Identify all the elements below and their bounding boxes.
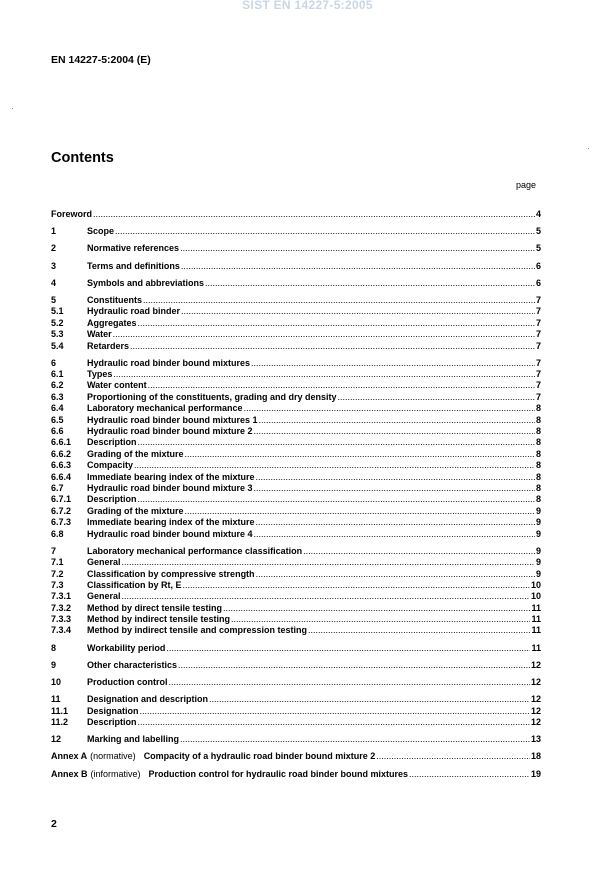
toc-entry-number: 11 — [51, 694, 61, 705]
toc-entry-title: Description — [87, 494, 137, 505]
toc-entry-title: Marking and labelling — [87, 734, 180, 745]
toc-entry-page: 7 — [535, 380, 541, 391]
toc-dot-leader — [138, 717, 530, 728]
toc-entry[interactable] — [51, 209, 541, 220]
toc-entry-title: Symbols and abbreviations — [87, 277, 205, 288]
toc-dot-leader — [376, 751, 530, 762]
toc-entry-title: Hydraulic road binder — [87, 306, 181, 317]
toc-entry[interactable] — [51, 426, 541, 437]
toc-entry[interactable] — [51, 415, 541, 426]
toc-entry[interactable] — [51, 677, 541, 688]
toc-entry-page: 7 — [535, 340, 541, 351]
toc-dot-leader — [185, 449, 535, 460]
toc-entry-number: 5.2 — [51, 317, 64, 328]
toc-entry[interactable] — [51, 472, 541, 483]
toc-entry-number: Foreword — [51, 209, 93, 219]
toc-dot-leader — [338, 392, 535, 403]
toc-entry[interactable] — [51, 306, 541, 317]
toc-entry-number: 11.1 — [51, 705, 69, 716]
toc-entry[interactable] — [51, 625, 541, 636]
page-column-label: page — [516, 180, 537, 190]
toc-entry[interactable] — [51, 557, 541, 568]
toc-entry-number: 12 — [51, 734, 62, 745]
toc-entry-page: 7 — [535, 294, 541, 305]
toc-dot-leader — [308, 625, 530, 636]
toc-entry-page: 11 — [531, 642, 541, 653]
toc-entry-number: 6 — [51, 357, 57, 368]
toc-dot-leader — [231, 614, 530, 625]
toc-entry-page: 13 — [530, 734, 541, 745]
toc-entry-page: 9 — [535, 528, 541, 539]
toc-entry-title: Other characteristics — [87, 659, 178, 670]
toc-entry-page: 5 — [535, 226, 541, 237]
toc-entry-number: 6.7 — [51, 482, 64, 493]
toc-entry-title: Compacity of a hydraulic road binder bound mixture 2 — [143, 751, 376, 762]
toc-entry-title: Classification by Rt, E — [87, 579, 182, 590]
toc-entry-page: 12 — [530, 694, 541, 705]
toc-entry[interactable] — [51, 494, 541, 505]
toc-entry-title: Scope — [87, 226, 115, 237]
toc-entry-page: 12 — [530, 677, 541, 688]
toc-entry-number: 6.7.1 — [51, 494, 72, 505]
toc-entry[interactable] — [51, 380, 541, 391]
toc-entry-title: Water content — [87, 380, 147, 391]
toc-entry-title: Grading of the mixture — [87, 505, 184, 516]
toc-entry-number: 6.6.3 — [51, 460, 72, 471]
toc-entry-page: 12 — [530, 717, 541, 727]
toc-entry-page: 8 — [535, 494, 541, 505]
toc-entry-number: 7.3.3 — [51, 614, 72, 625]
toc-entry[interactable] — [51, 329, 541, 340]
toc-entry-page: 7 — [535, 306, 541, 317]
toc-entry-page: 7 — [535, 317, 541, 328]
toc-entry-number: 6.4 — [51, 403, 64, 414]
toc-dot-leader — [138, 494, 535, 505]
toc-entry-title: Description — [87, 717, 137, 727]
toc-entry-number: 6.6.2 — [51, 448, 72, 459]
toc-entry-page: 8 — [535, 403, 541, 414]
toc-entry-page: 8 — [535, 482, 541, 493]
toc-entry-page: 9 — [535, 568, 541, 579]
toc-entry[interactable] — [51, 603, 541, 614]
toc-entry-number: 7.3 — [51, 579, 64, 590]
toc-entry-number: 11.2 — [51, 717, 69, 727]
toc-entry-number: 7.3.2 — [51, 602, 72, 613]
toc-entry-number: 7.1 — [51, 557, 64, 568]
toc-entry-number: 10 — [51, 677, 62, 688]
toc-entry-title: Retarders — [87, 340, 130, 351]
toc-entry-number: 5.1 — [51, 306, 64, 317]
toc-entry[interactable] — [51, 483, 541, 494]
toc-annex-kind: (informative) — [90, 768, 141, 779]
toc-entry-title: Water — [87, 329, 112, 340]
table-of-contents — [51, 209, 541, 780]
toc-entry-page: 8 — [535, 414, 541, 425]
toc-entry[interactable] — [51, 506, 541, 517]
toc-entry[interactable] — [51, 243, 541, 254]
toc-dot-leader — [113, 369, 535, 380]
toc-entry[interactable] — [51, 392, 541, 403]
toc-entry-page: 18 — [530, 751, 541, 762]
toc-dot-leader — [122, 557, 535, 568]
toc-entry-title: Designation and description — [87, 694, 209, 705]
toc-dot-leader — [140, 706, 530, 717]
toc-entry-title: Normative references — [87, 243, 180, 254]
toc-entry[interactable] — [51, 591, 541, 602]
toc-entry-page: 10 — [530, 579, 541, 590]
toc-dot-leader — [205, 278, 535, 289]
scan-speck — [12, 108, 13, 109]
toc-dot-leader — [256, 517, 535, 528]
toc-entry-page: 7 — [535, 329, 541, 340]
toc-dot-leader — [254, 483, 535, 494]
toc-entry-title: Types — [87, 369, 113, 380]
toc-entry-page: 10 — [530, 591, 541, 602]
toc-entry[interactable] — [51, 751, 541, 762]
toc-entry-number: 6.7.3 — [51, 517, 72, 528]
toc-entry[interactable] — [51, 569, 541, 580]
toc-entry[interactable] — [51, 734, 541, 745]
toc-entry-title: Hydraulic road binder bound mixtures 1 — [87, 414, 258, 425]
toc-dot-leader — [138, 437, 535, 448]
toc-entry-number: 6.6.1 — [51, 437, 72, 448]
toc-entry-page: 12 — [530, 659, 541, 670]
toc-dot-leader — [180, 243, 535, 254]
page-title: Contents — [51, 150, 114, 166]
toc-entry-title: Description — [87, 437, 137, 448]
toc-entry-number: 6.2 — [51, 380, 64, 391]
toc-entry-number: Annex B — [51, 768, 88, 779]
toc-entry-number: 7.2 — [51, 568, 64, 579]
toc-entry[interactable] — [51, 614, 541, 625]
toc-entry-title: Method by direct tensile testing — [87, 602, 223, 613]
toc-entry-title: Production control for hydraulic road binder bound mixtures — [148, 768, 409, 779]
toc-entry-page: 9 — [535, 517, 541, 528]
toc-entry-page: 4 — [535, 209, 541, 219]
toc-entry-number: 9 — [51, 659, 57, 670]
toc-dot-leader — [115, 226, 535, 237]
toc-entry-number: 3 — [51, 260, 57, 271]
toc-entry-number: 6.6 — [51, 426, 64, 437]
toc-entry-title: Hydraulic road binder bound mixture 3 — [87, 482, 253, 493]
toc-entry-page: 11 — [531, 614, 541, 625]
toc-entry[interactable] — [51, 717, 541, 728]
page-number: 2 — [51, 818, 57, 830]
toc-entry-number: 5.3 — [51, 329, 64, 340]
toc-entry[interactable] — [51, 341, 541, 352]
toc-entry-number: 6.8 — [51, 528, 64, 539]
toc-entry-title: Compacity — [87, 460, 134, 471]
toc-dot-leader — [185, 506, 535, 517]
toc-dot-leader — [181, 261, 535, 272]
toc-entry-number: 6.5 — [51, 414, 64, 425]
toc-entry-page: 8 — [535, 448, 541, 459]
toc-entry[interactable] — [51, 318, 541, 329]
toc-entry-title: General — [87, 591, 121, 602]
toc-entry[interactable] — [51, 660, 541, 671]
toc-entry-page: 8 — [535, 437, 541, 448]
toc-dot-leader — [209, 694, 530, 705]
toc-dot-leader — [256, 472, 535, 483]
toc-entry[interactable] — [51, 295, 541, 306]
toc-entry-title: Hydraulic road binder bound mixtures — [87, 357, 251, 368]
toc-entry-title: Proportioning of the constituents, grading and dry density — [87, 391, 337, 402]
toc-entry-number: 6.6.4 — [51, 471, 72, 482]
toc-dot-leader — [303, 546, 535, 557]
toc-entry[interactable] — [51, 706, 541, 717]
toc-dot-leader — [254, 529, 535, 540]
toc-entry-title: Hydraulic road binder bound mixture 4 — [87, 528, 253, 539]
toc-entry-title: Laboratory mechanical performance classification — [87, 545, 303, 556]
toc-entry-number: 7 — [51, 545, 57, 556]
watermark: SIST EN 14227-5:2005 — [242, 0, 373, 12]
toc-dot-leader — [259, 415, 535, 426]
toc-dot-leader — [254, 426, 535, 437]
toc-entry-title: Constituents — [87, 294, 142, 305]
toc-dot-leader — [148, 380, 535, 391]
toc-dot-leader — [180, 734, 530, 745]
toc-dot-leader — [251, 358, 535, 369]
toc-entry-page: 8 — [535, 426, 541, 437]
toc-entry[interactable] — [51, 546, 541, 557]
toc-entry[interactable] — [51, 403, 541, 414]
toc-entry[interactable] — [51, 437, 541, 448]
toc-entry-page: 6 — [535, 260, 541, 271]
scan-speck — [588, 148, 589, 149]
toc-entry[interactable] — [51, 769, 541, 780]
toc-entry-number: 8 — [51, 642, 57, 653]
toc-entry-title: Hydraulic road binder bound mixture 2 — [87, 426, 253, 437]
toc-entry-number: 6.1 — [51, 369, 64, 380]
toc-dot-leader — [134, 460, 535, 471]
toc-entry-number: 5.4 — [51, 340, 64, 351]
toc-entry-page: 6 — [535, 277, 541, 288]
toc-entry-title: Immediate bearing index of the mixture — [87, 517, 255, 528]
toc-entry-page: 11 — [531, 625, 541, 636]
toc-dot-leader — [223, 603, 530, 614]
toc-entry-page: 9 — [535, 505, 541, 516]
toc-dot-leader — [181, 306, 535, 317]
toc-entry[interactable] — [51, 460, 541, 471]
toc-entry-title: Immediate bearing index of the mixture — [87, 471, 255, 482]
toc-entry-title: Method by indirect tensile testing — [87, 614, 231, 625]
toc-entry-number: 6.7.2 — [51, 505, 72, 516]
toc-entry[interactable] — [51, 694, 541, 705]
toc-dot-leader — [113, 329, 535, 340]
toc-dot-leader — [122, 591, 530, 602]
toc-dot-leader — [178, 660, 530, 671]
toc-entry-number: Annex A — [51, 751, 88, 762]
toc-entry-title: Terms and definitions — [87, 260, 180, 271]
toc-entry[interactable] — [51, 529, 541, 540]
toc-entry-page: 8 — [535, 460, 541, 471]
toc-entry-title: Workability period — [87, 642, 166, 653]
toc-entry[interactable] — [51, 643, 541, 654]
toc-entry-title: Production control — [87, 677, 168, 688]
toc-entry[interactable] — [51, 278, 541, 289]
toc-entry[interactable] — [51, 261, 541, 272]
toc-entry-number: 7.3.1 — [51, 591, 72, 602]
toc-entry-title: Method by indirect tensile and compression testing — [87, 625, 308, 636]
toc-entry[interactable] — [51, 517, 541, 528]
toc-entry[interactable] — [51, 369, 541, 380]
toc-entry-title: Classification by compressive strength — [87, 568, 255, 579]
toc-dot-leader — [183, 580, 530, 591]
toc-entry-page: 8 — [535, 471, 541, 482]
toc-dot-leader — [256, 569, 535, 580]
toc-entry-page: 9 — [535, 557, 541, 568]
toc-entry[interactable] — [51, 580, 541, 591]
toc-dot-leader — [166, 643, 530, 654]
toc-entry-number: 1 — [51, 226, 57, 237]
toc-entry-number: 2 — [51, 243, 57, 254]
toc-entry-number: 4 — [51, 277, 57, 288]
toc-entry-number: 6.3 — [51, 391, 64, 402]
document-id: EN 14227-5:2004 (E) — [51, 54, 151, 66]
toc-dot-leader — [409, 769, 530, 780]
toc-entry-page: 19 — [530, 768, 541, 779]
toc-entry[interactable] — [51, 358, 541, 369]
toc-dot-leader — [138, 318, 535, 329]
toc-entry-title: General — [87, 557, 121, 568]
toc-dot-leader — [143, 295, 535, 306]
toc-entry-title: Aggregates — [87, 317, 137, 328]
toc-entry-number: 7.3.4 — [51, 625, 72, 636]
toc-entry-title: Designation — [87, 705, 139, 716]
toc-dot-leader — [130, 341, 535, 352]
toc-entry-page: 12 — [530, 705, 541, 716]
toc-entry-title: Laboratory mechanical performance — [87, 403, 243, 414]
toc-entry-page: 11 — [531, 602, 541, 613]
toc-dot-leader — [244, 403, 535, 414]
toc-entry-page: 7 — [535, 357, 541, 368]
toc-entry[interactable] — [51, 449, 541, 460]
toc-entry-page: 7 — [535, 391, 541, 402]
toc-dot-leader — [169, 677, 530, 688]
toc-annex-kind: (normative) — [90, 751, 136, 762]
toc-entry-number: 5 — [51, 294, 57, 305]
toc-dot-leader — [93, 209, 535, 220]
toc-entry-page: 5 — [535, 243, 541, 254]
toc-entry-title: Grading of the mixture — [87, 448, 184, 459]
toc-entry-page: 7 — [535, 369, 541, 380]
toc-entry[interactable] — [51, 226, 541, 237]
toc-entry-page: 9 — [535, 545, 541, 556]
